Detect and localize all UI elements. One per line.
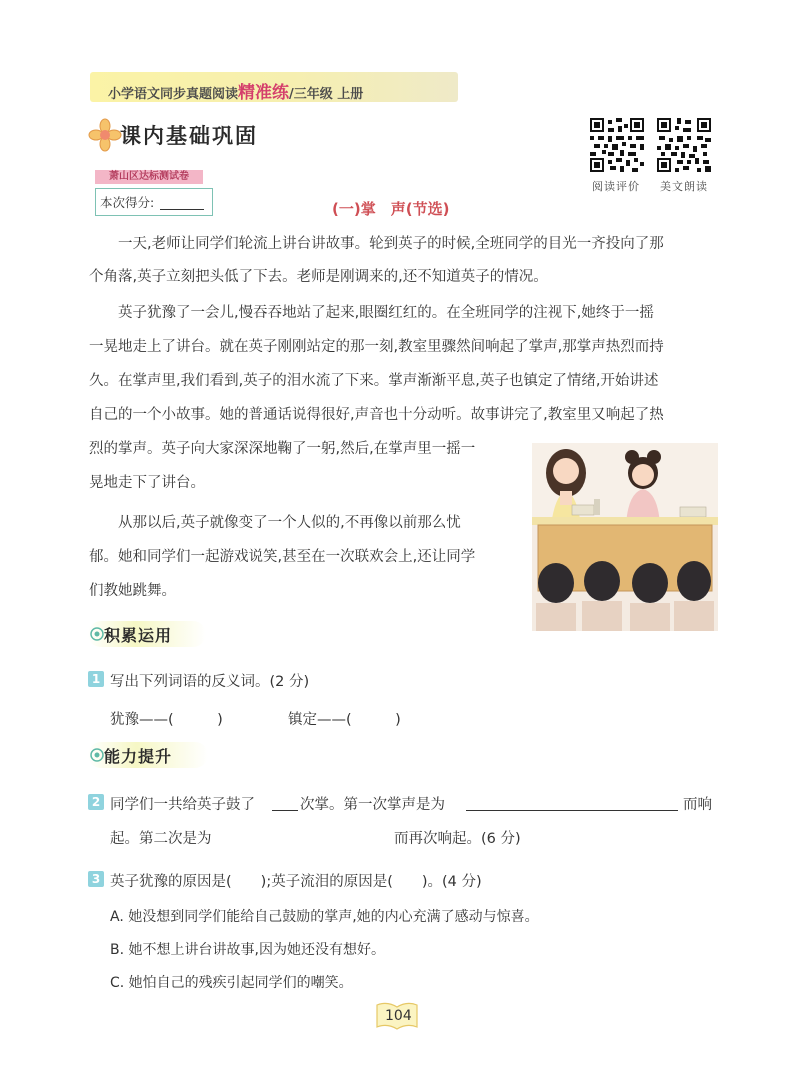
- story-line: 一晃地走上了讲台。就在英子刚刚站定的那一刻,教室里骤然间响起了掌声,那掌声热烈而持: [89, 339, 664, 355]
- section-title: 课内基础巩固: [120, 124, 258, 148]
- story-line: 自己的一个小故事。她的普通话说得很好,声音也十分动听。故事讲完了,教室里又响起了热: [89, 407, 664, 423]
- question-text: 同学们一共给英子鼓了: [110, 797, 255, 813]
- qr-code-icon[interactable]: [590, 118, 644, 172]
- qr-caption-review: 阅读评价: [592, 180, 640, 193]
- story-line: 久。在掌声里,我们看到,英子的泪水流了下来。掌声渐渐平息,英子也镇定了情绪,开始讲述: [89, 373, 659, 389]
- question-text: 次掌。第一次掌声是为: [300, 797, 445, 813]
- test-tag: 萧山区达标测试卷: [95, 170, 203, 184]
- qr-code-icon[interactable]: [657, 118, 711, 172]
- series-title: [108, 78, 363, 103]
- question-text: 而再次响起。(6 分): [394, 831, 521, 847]
- story-line: 晃地走下了讲台。: [89, 475, 205, 491]
- qr-caption-reading: 美文朗读: [660, 180, 708, 193]
- answer-blank-second[interactable]: [224, 844, 392, 845]
- antonym-item-2[interactable]: 镇定——( ): [288, 712, 401, 728]
- question-text: 起。第二次是为: [110, 831, 212, 847]
- score-blank[interactable]: [160, 209, 204, 210]
- answer-blank-count[interactable]: [272, 810, 298, 811]
- story-line: 个角落,英子立刻把头低了下去。老师是刚调来的,还不知道英子的情况。: [89, 269, 548, 285]
- classroom-illustration: [532, 443, 718, 631]
- story-line: 一天,老师让同学们轮流上讲台讲故事。轮到英子的时候,全班同学的目光一齐投向了那: [118, 236, 664, 252]
- question-number: 1: [88, 671, 104, 687]
- story-title: (一)掌 声(节选): [332, 200, 450, 218]
- story-line: 郁。她和同学们一起游戏说笑,甚至在一次联欢会上,还让同学: [89, 549, 476, 565]
- series-prefix: 小学语文同步真题阅读: [108, 87, 239, 102]
- option-c[interactable]: C. 她怕自己的残疾引起同学们的嘲笑。: [110, 975, 353, 991]
- flower-icon: [88, 118, 122, 152]
- story-line: 们教她跳舞。: [89, 583, 176, 599]
- accumulation-title: 积累运用: [104, 626, 173, 645]
- question-text: 写出下列词语的反义词。(2 分): [110, 674, 310, 690]
- story-line: 从那以后,英子就像变了一个人似的,不再像以前那么忧: [118, 515, 461, 531]
- ability-title: 能力提升: [104, 747, 173, 766]
- option-b[interactable]: B. 她不想上讲台讲故事,因为她还没有想好。: [110, 942, 385, 958]
- score-label: 本次得分:: [100, 195, 155, 210]
- question-text: 英子犹豫的原因是( );英子流泪的原因是( )。(4 分): [110, 874, 482, 890]
- grade-label: /三年级 上册: [289, 87, 364, 102]
- question-text: 而响: [683, 797, 712, 813]
- answer-blank-first[interactable]: [466, 810, 678, 811]
- target-icon: [90, 748, 104, 762]
- question-number: 3: [88, 871, 104, 887]
- story-line: 烈的掌声。英子向大家深深地鞠了一躬,然后,在掌声里一摇一: [89, 441, 476, 457]
- series-emph: 精准练: [238, 83, 290, 103]
- target-icon: [90, 627, 104, 641]
- question-number: 2: [88, 794, 104, 810]
- story-line: 英子犹豫了一会儿,慢吞吞地站了起来,眼圈红红的。在全班同学的注视下,她终于一摇: [118, 305, 654, 321]
- antonym-item-1[interactable]: 犹豫——( ): [110, 712, 223, 728]
- option-a[interactable]: A. 她没想到同学们能给自己鼓励的掌声,她的内心充满了感动与惊喜。: [110, 909, 539, 925]
- page-number: 104: [385, 1008, 412, 1024]
